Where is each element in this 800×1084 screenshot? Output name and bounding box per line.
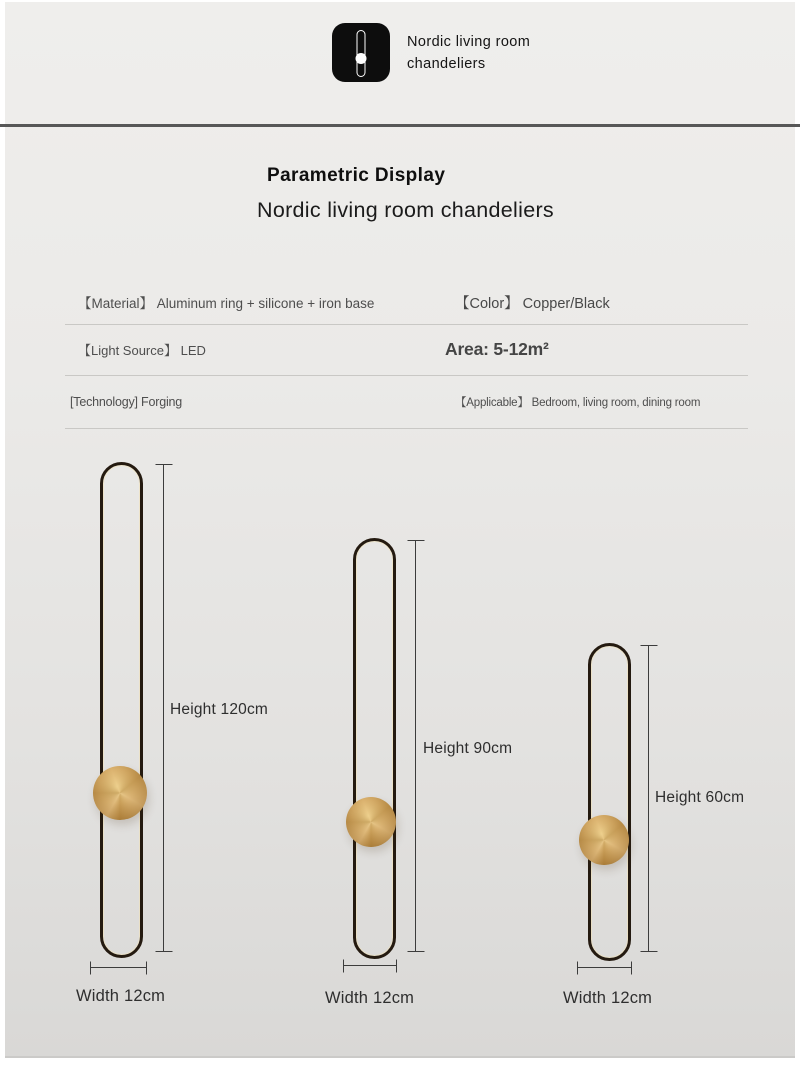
width-label: Width 12cm	[325, 989, 415, 1007]
height-label: Height 60cm	[655, 789, 745, 806]
spec-material: 【Material】 Aluminum ring + silicone + iron base	[78, 296, 375, 311]
spec-technology: [Technology] Forging	[70, 394, 183, 409]
page-subtitle: Nordic living room chandeliers	[257, 198, 554, 222]
width-label: Width 12cm	[563, 989, 653, 1007]
lamp-ring	[588, 643, 631, 961]
spec-area: Area: 5-12m²	[445, 339, 549, 359]
spec-applicable: 【Applicable】 Bedroom, living room, dining room	[455, 396, 701, 409]
brass-disc	[579, 815, 629, 865]
height-label: Height 90cm	[423, 740, 513, 757]
brand-name-line1: Nordic living room	[407, 34, 531, 50]
spec-light-source: 【Light Source】 LED	[78, 343, 206, 358]
brand-name-line2: chandeliers	[407, 56, 486, 72]
page-title: Parametric Display	[267, 165, 446, 186]
width-label: Width 12cm	[76, 987, 166, 1005]
height-measure-line	[648, 645, 649, 952]
spec-color: 【Color】 Copper/Black	[455, 295, 610, 312]
width-measure-line	[577, 967, 632, 968]
height-label: Height 120cm	[170, 701, 269, 718]
